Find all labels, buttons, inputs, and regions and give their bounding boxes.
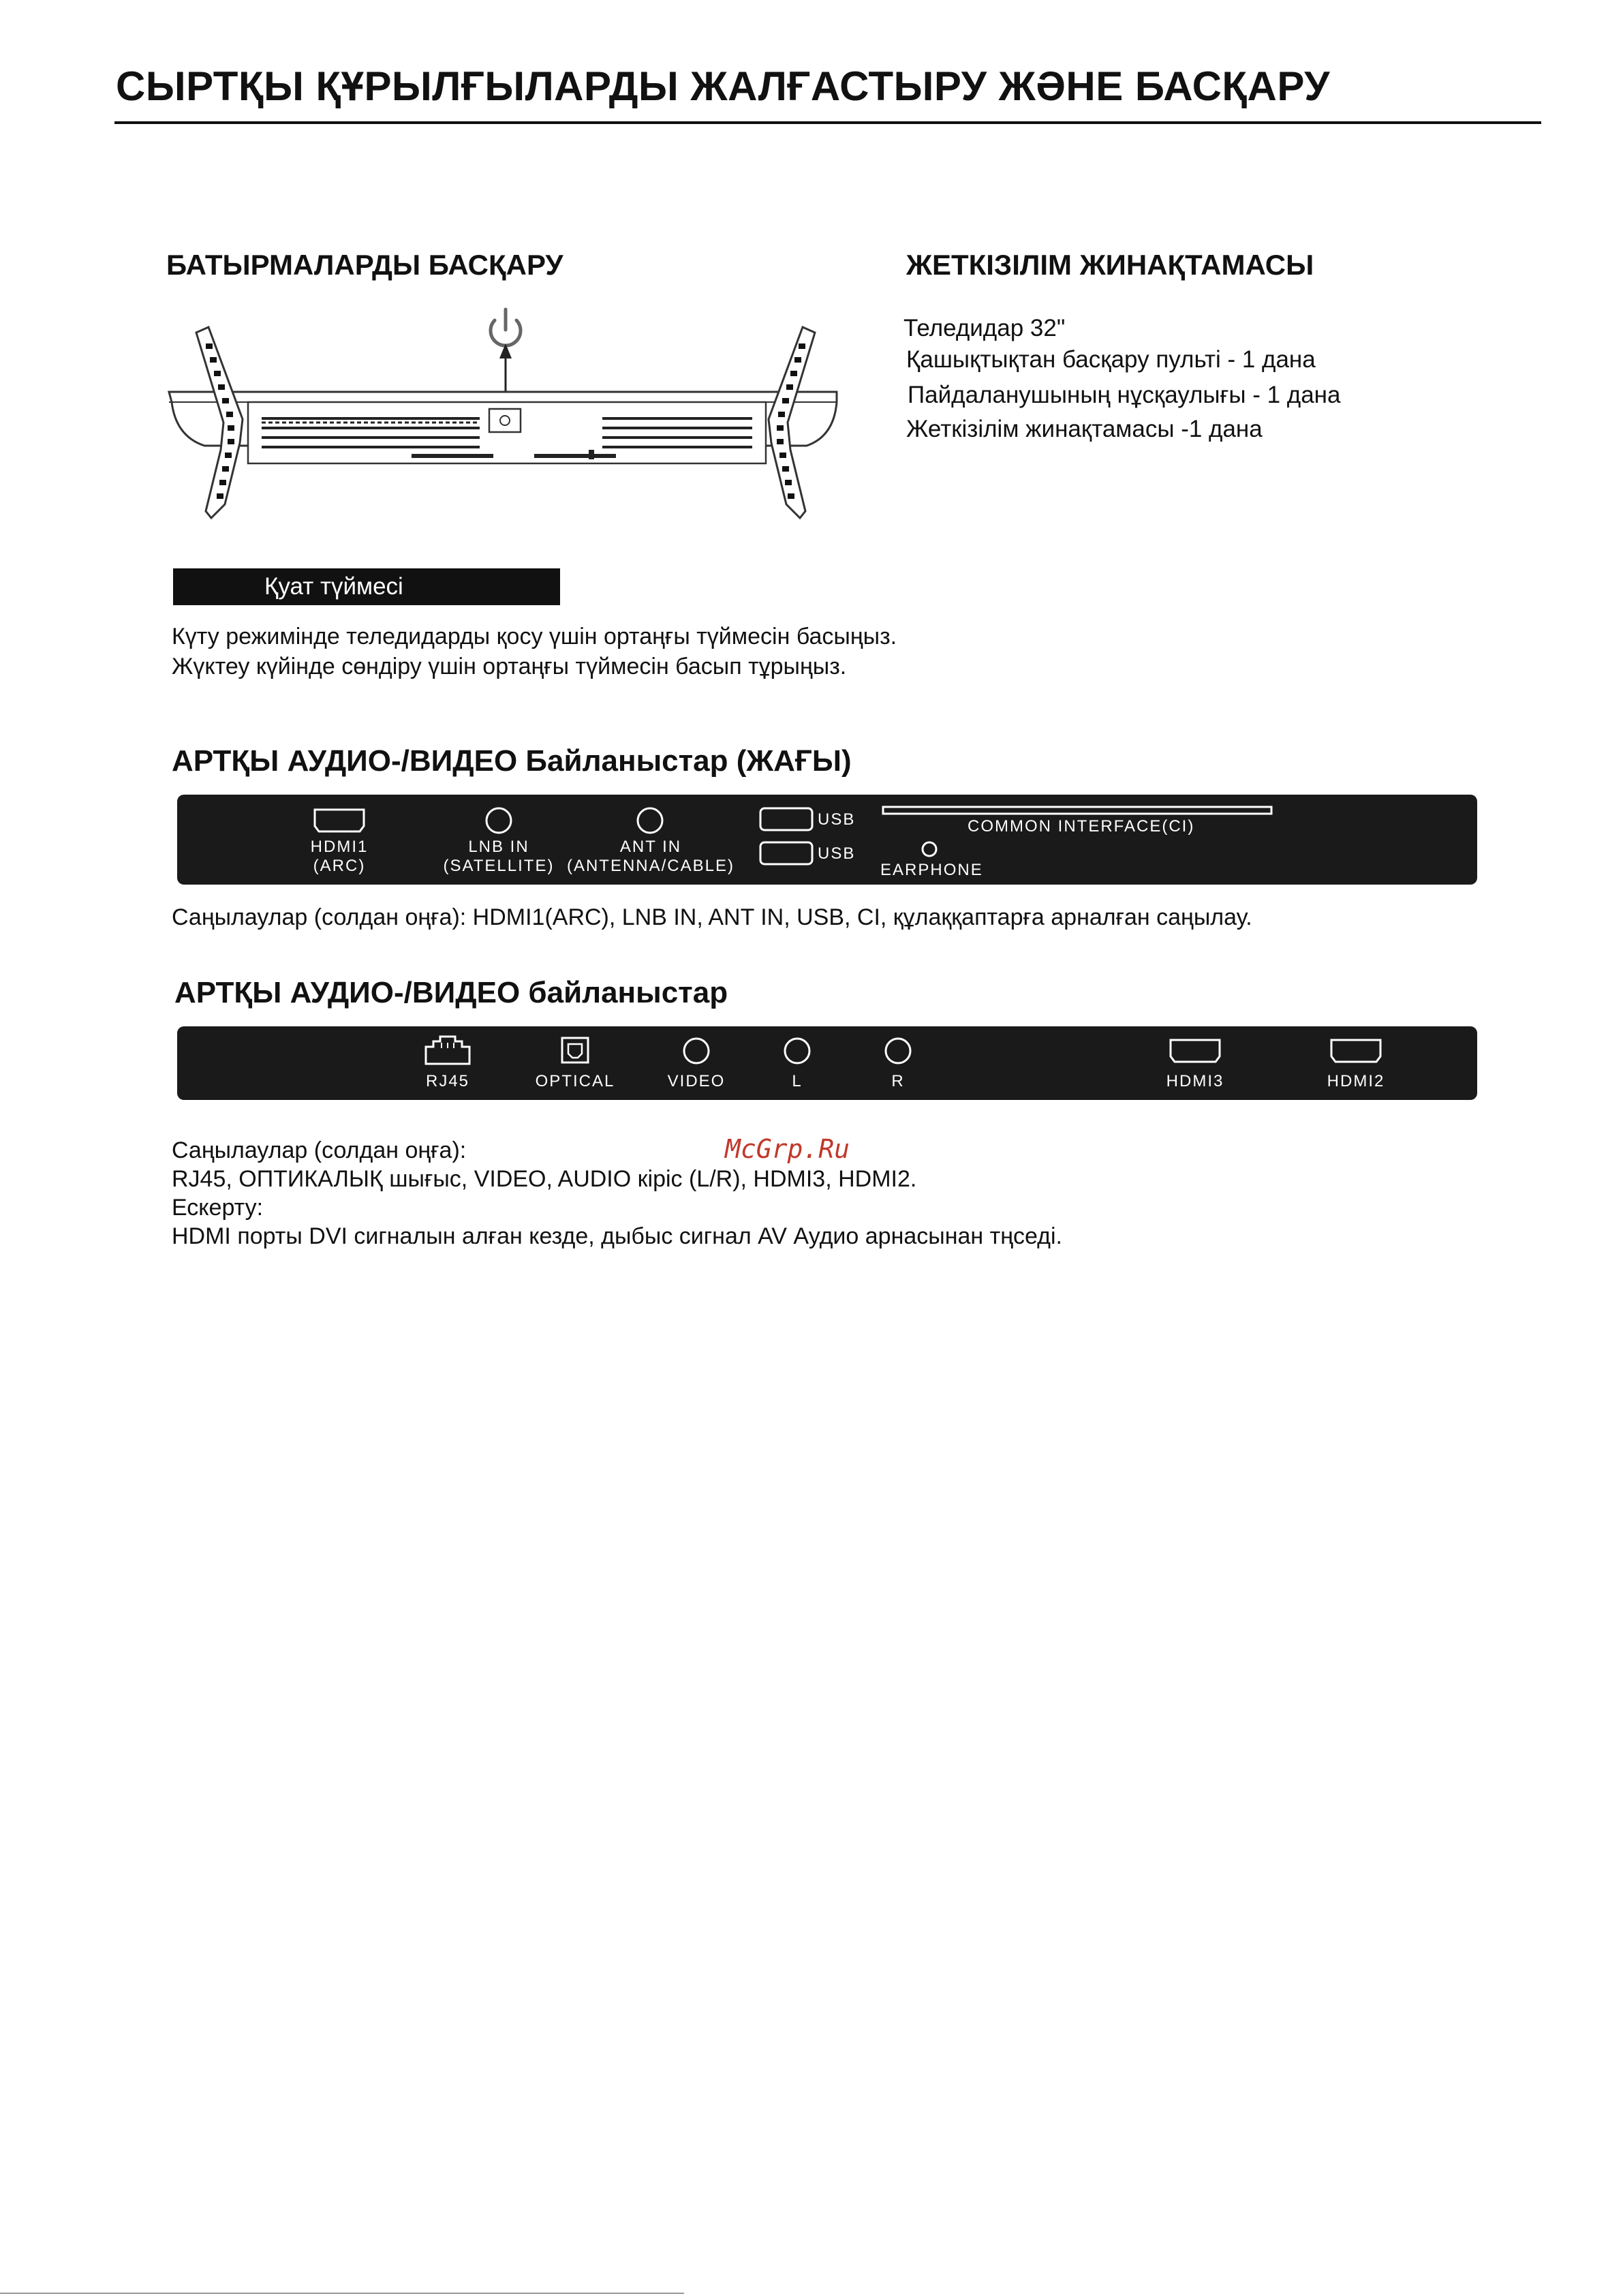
rear-note-text: HDMI порты DVI сигналын алған кезде, дыбыс сигнал AV Аудио арнасынан тңседі. (172, 1223, 1062, 1249)
power-instruction-2: Жүктеу күйінде сөндіру үшін ортаңғы түймесін басып тұрыңыз. (172, 654, 847, 679)
hdmi3-port-icon (1168, 1037, 1222, 1065)
title-divider (114, 121, 1541, 124)
power-instruction-1: Күту режимінде теледидарды қосу үшін ортаңғы түймесін басыңыз. (172, 624, 897, 649)
package-item: Теледидар 32" (903, 315, 1066, 341)
ci-label: COMMON INTERFACE(CI) (968, 817, 1195, 836)
ant-port-icon (635, 806, 665, 836)
rear-connector-panel (177, 1026, 1477, 1100)
optical-port-icon (560, 1036, 590, 1065)
side-connector-panel (177, 795, 1477, 885)
hdmi1-sub-label: (ARC) (313, 857, 366, 875)
audio-r-port-icon (883, 1036, 913, 1066)
usb1-label: USB (818, 810, 856, 829)
page-title: СЫРТҚЫ ҚҰРЫЛҒЫЛАРДЫ ЖАЛҒАСТЫРУ ЖӘНЕ БАСҚАРУ (116, 63, 1330, 109)
rj45-port-icon (424, 1035, 472, 1066)
hdmi1-port-icon (312, 807, 367, 834)
side-panel-heading: АРТҚЫ АУДИО-/ВИДЕО Байланыстар (ЖАҒЫ) (172, 744, 852, 778)
audio-l-label: L (792, 1072, 803, 1090)
usb2-port-icon (759, 841, 814, 866)
rear-caption-line: RJ45, ОПТИКАЛЫҚ шығыс, VIDEO, AUDIO кіріс (L/R), HDMI3, HDMI2. (172, 1166, 917, 1192)
rj45-label: RJ45 (425, 1072, 470, 1090)
ant-sub-label: (ANTENNA/CABLE) (566, 857, 735, 875)
optical-label: OPTICAL (535, 1072, 615, 1090)
lnb-sub-label: (SATELLITE) (443, 857, 555, 875)
power-icon (491, 309, 521, 346)
tv-bottom-illustration (166, 300, 845, 532)
footer-divider (0, 2293, 684, 2294)
rear-note-label: Ескерту: (172, 1195, 264, 1221)
package-heading: ЖЕТКІЗІЛІМ ЖИНАҚТАМАСЫ (906, 249, 1314, 281)
usb2-label: USB (818, 844, 856, 863)
hdmi3-label: HDMI3 (1166, 1072, 1224, 1090)
hdmi2-port-icon (1329, 1037, 1383, 1065)
hdmi1-label: HDMI1 (310, 838, 369, 856)
lnb-label: LNB IN (468, 838, 529, 856)
hdmi2-label: HDMI2 (1327, 1072, 1385, 1090)
rear-caption-line: Саңылаулар (солдан оңға): (172, 1137, 467, 1163)
earphone-label: EARPHONE (880, 861, 983, 879)
video-label: VIDEO (667, 1072, 726, 1090)
usb1-port-icon (759, 807, 814, 831)
side-panel-caption: Саңылаулар (солдан оңға): HDMI1(ARC), LNB IN, ANT IN, USB, CI, құлаққаптарға арналған саңылау. (172, 904, 1252, 930)
video-port-icon (681, 1036, 711, 1066)
earphone-port-icon (920, 840, 939, 859)
package-item: Жеткізілім жинақтамасы -1 дана (906, 416, 1263, 442)
package-item: Пайдаланушының нұсқаулығы - 1 дана (908, 382, 1341, 408)
audio-r-label: R (891, 1072, 905, 1090)
ant-label: ANT IN (619, 838, 682, 856)
ci-slot-icon (882, 806, 1273, 815)
lnb-port-icon (484, 806, 514, 836)
rear-panel-heading: АРТҚЫ АУДИО-/ВИДЕО байланыстар (174, 976, 728, 1009)
audio-l-port-icon (782, 1036, 812, 1066)
watermark: McGrp.Ru (725, 1134, 850, 1164)
power-button-label: Қуат түймесі (173, 568, 560, 605)
package-item: Қашықтықтан басқару пульті - 1 дана (906, 346, 1316, 373)
buttons-heading: БАТЫРМАЛАРДЫ БАСҚАРУ (166, 249, 563, 281)
